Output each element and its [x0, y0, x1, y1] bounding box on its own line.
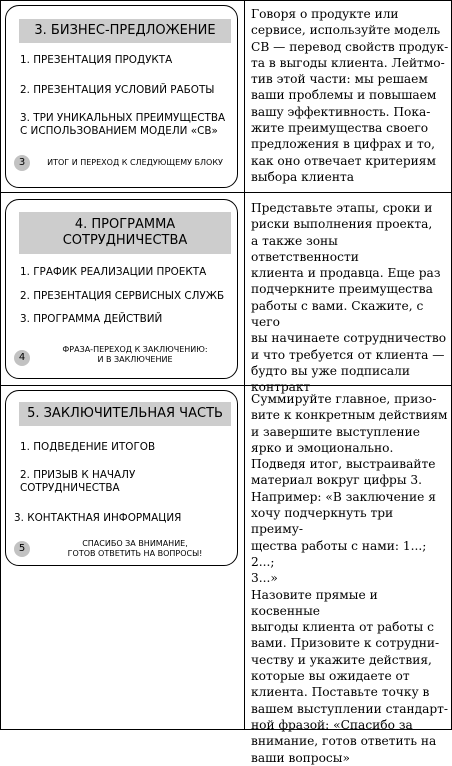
slide-footer: ФРАЗА-ПЕРЕХОД К ЗАКЛЮЧЕНИЮ: И В ЗАКЛЮЧЕНИЕ: [62, 345, 208, 364]
slide-item: 3. ТРИ УНИКАЛЬНЫХ ПРЕИМУЩЕСТВА С ИСПОЛЬЗОВАНИЕМ МОДЕЛИ «СВ»: [20, 112, 226, 137]
slide-card: [5, 5, 238, 188]
table-border-left: [0, 0, 1, 730]
slide-card: [5, 199, 238, 379]
description-text: Суммируйте главное, призо- вите к конкретным действиям и завершите выступление ярко и эмоционально. Подведя итог, выстраивайте материал вокруг цифры 3. Например: «В заключение я хочу подчеркнуть три преиму- щества работы с нами: 1...; 2...; 3...» Назовите прямые и косвенные выгоды клиента от работы с вами. Призовите к сотрудни- честву и укажите действия, которые вы ожидаете от клиента. Поставьте точку в вашем выступлении стандарт- ной фразой: «Спасибо за внимание, готов ответить на ваши вопросы»: [251, 392, 449, 765]
slide-item: 3. ПРОГРАММА ДЕЙСТВИЙ: [20, 313, 163, 325]
column-divider: [244, 0, 245, 730]
slide-item: 3. КОНТАКТНАЯ ИНФОРМАЦИЯ: [14, 512, 182, 524]
slide-number-badge: 5: [14, 541, 30, 557]
slide-item: 2. ПРЕЗЕНТАЦИЯ УСЛОВИЙ РАБОТЫ: [20, 84, 215, 96]
description-text: Представьте этапы, сроки и риски выполнения проекта, а также зоны ответственности клиента и продавца. Еще раз подчеркните преимущества работы с вами. Скажите, с чего вы начинаете сотрудничество и что требуется от клиента — будто вы уже подписали контракт: [251, 201, 447, 395]
row-divider-1: [0, 192, 452, 193]
slide-item: 1. ПОДВЕДЕНИЕ ИТОГОВ: [20, 441, 156, 453]
slide-title: 4. ПРОГРАММА СОТРУДНИЧЕСТВА: [19, 212, 231, 254]
slide-item: 2. ПРИЗЫВ К НАЧАЛУ СОТРУДНИЧЕСТВА: [20, 469, 136, 494]
slide-title: 3. БИЗНЕС-ПРЕДЛОЖЕНИЕ: [19, 19, 231, 43]
description-text: Говоря о продукте или сервисе, используйте модель СВ — перевод свойств продук- та в выгоды клиента. Лейтмо- тив этой части: мы решаем ваши проблемы и повышаем вашу эффективность. Пока- жите преимущества своего предложения в цифрах и то, как оно отвечает критериям выбора клиента: [251, 7, 449, 184]
slide-card: [5, 390, 238, 566]
slide-number-badge: 3: [14, 155, 30, 171]
slide-footer: СПАСИБО ЗА ВНИМАНИЕ, ГОТОВ ОТВЕТИТЬ НА ВОПРОСЫ!: [67, 539, 203, 558]
slide-item: 1. ГРАФИК РЕАЛИЗАЦИИ ПРОЕКТА: [20, 266, 207, 278]
slide-item: 1. ПРЕЗЕНТАЦИЯ ПРОДУКТА: [20, 54, 173, 66]
slide-number-badge: 4: [14, 350, 30, 366]
table-border-top: [0, 0, 452, 1]
slide-footer: ИТОГ И ПЕРЕХОД К СЛЕДУЮЩЕМУ БЛОКУ: [47, 158, 223, 167]
slide-item: 2. ПРЕЗЕНТАЦИЯ СЕРВИСНЫХ СЛУЖБ: [20, 290, 225, 302]
slide-title: 5. ЗАКЛЮЧИТЕЛЬНАЯ ЧАСТЬ: [19, 402, 231, 426]
